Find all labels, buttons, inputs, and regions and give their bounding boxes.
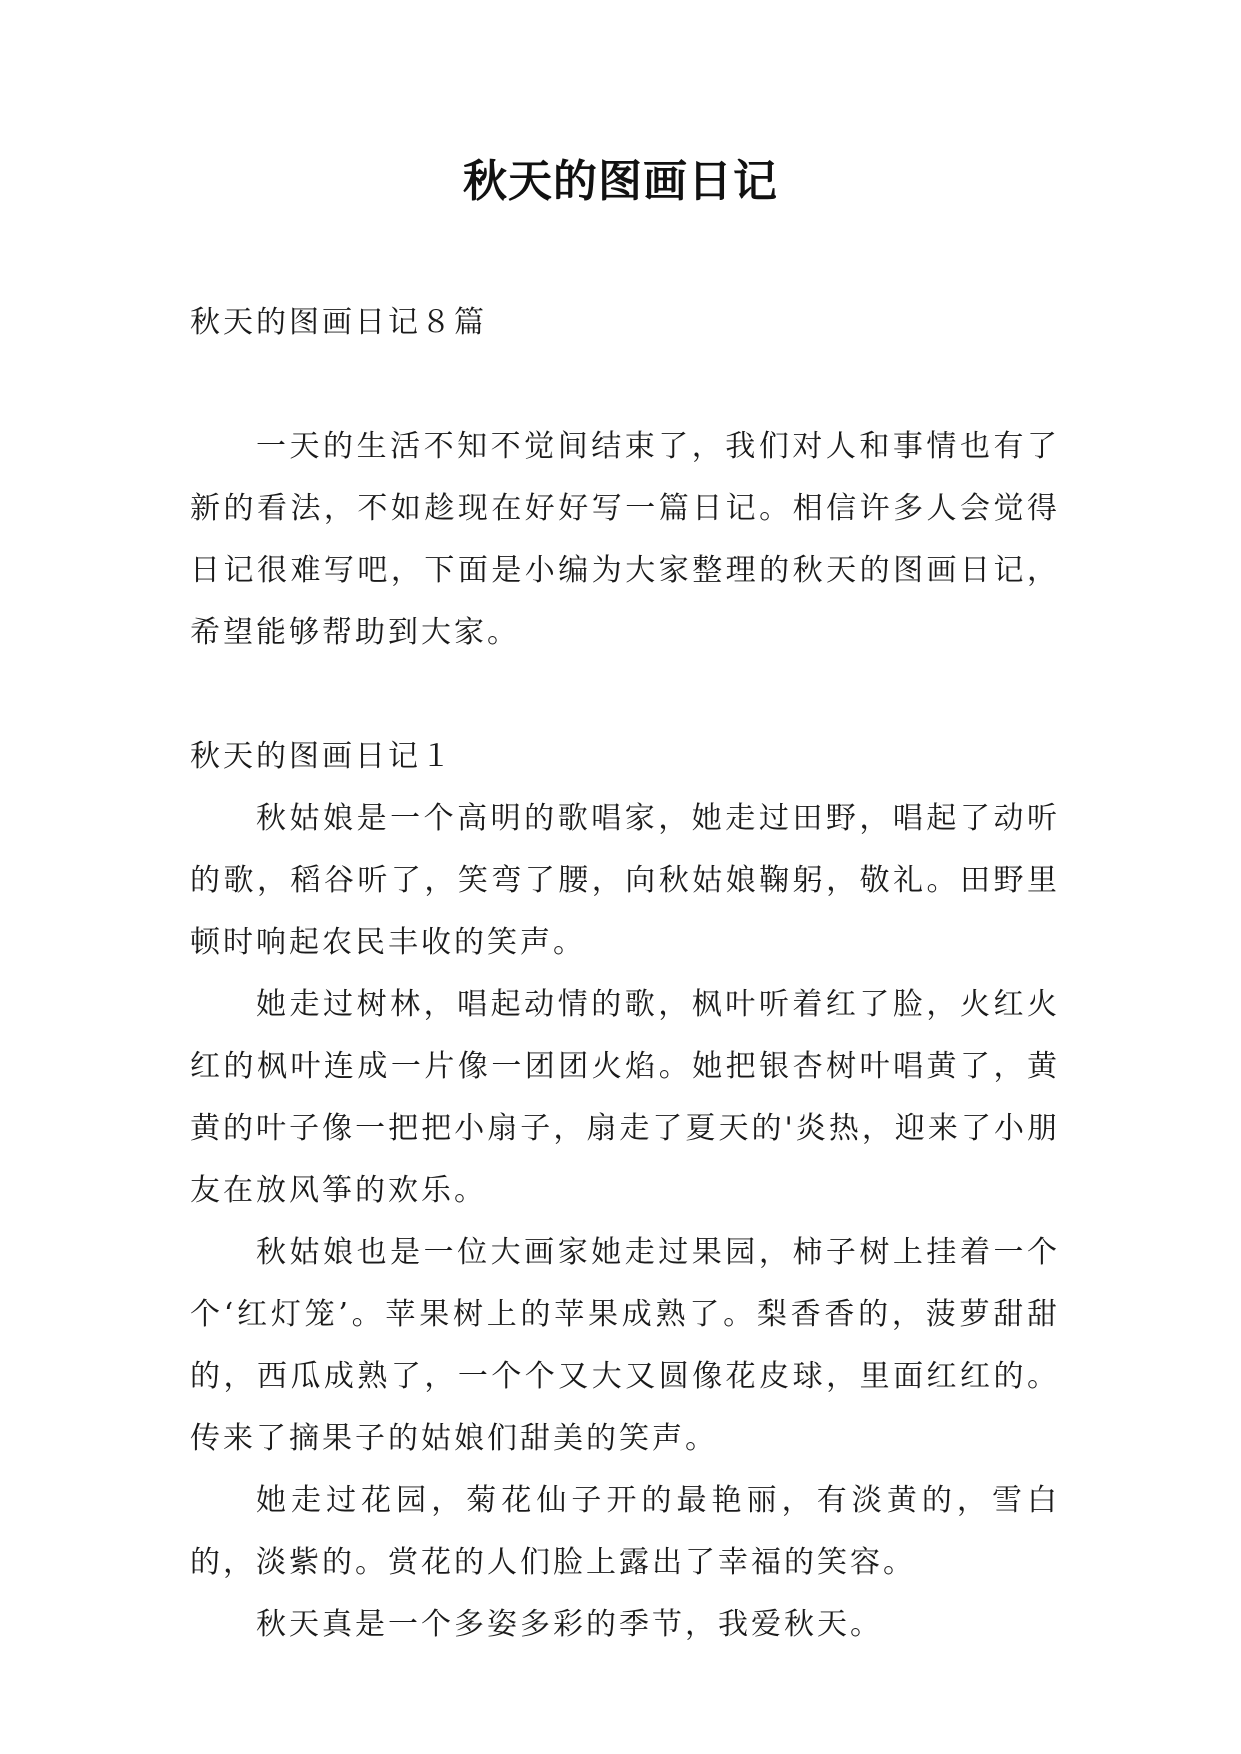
spacer <box>190 664 1060 726</box>
spacer <box>190 354 1060 416</box>
document-title: 秋天的图画日记 <box>463 156 778 207</box>
body-paragraph-1: 秋姑娘是一个高明的歌唱家，她走过田野，唱起了动听的歌，稻谷听了，笑弯了腰，向秋姑娘鞠躬，敬礼。田野里顿时响起农民丰收的笑声。 <box>190 801 1060 960</box>
document-subtitle: 秋天的图画日记８篇 <box>190 305 487 340</box>
body-paragraph-4: 她走过花园，菊花仙子开的最艳丽，有淡黄的，雪白的，淡紫的。赏花的人们脸上露出了幸福的笑容。 <box>190 1483 1060 1580</box>
intro-paragraph: 一天的生活不知不觉间结束了，我们对人和事情也有了新的看法，不如趁现在好好写一篇日记。相信许多人会觉得日记很难写吧，下面是小编为大家整理的秋天的图画日记，希望能够帮助到大家。 <box>190 429 1060 650</box>
body-paragraph-2: 她走过树林，唱起动情的歌，枫叶听着红了脸，火红火红的枫叶连成一片像一团团火焰。她把银杏树叶唱黄了，黄黄的叶子像一把把小扇子，扇走了夏天的'炎热，迎来了小朋友在放风筝的欢乐。 <box>190 987 1060 1208</box>
body-paragraph-3: 秋姑娘也是一位大画家她走过果园，柿子树上挂着一个个‘红灯笼’。苹果树上的苹果成熟了。梨香香的，菠萝甜甜的，西瓜成熟了，一个个又大又圆像花皮球，里面红红的。传来了摘果子的姑娘们甜美的笑声。 <box>190 1235 1060 1456</box>
document-body <box>190 292 1060 1656</box>
body-paragraph-5: 秋天真是一个多姿多彩的季节，我爱秋天。 <box>256 1607 883 1642</box>
section-heading: 秋天的图画日记１ <box>190 739 454 774</box>
